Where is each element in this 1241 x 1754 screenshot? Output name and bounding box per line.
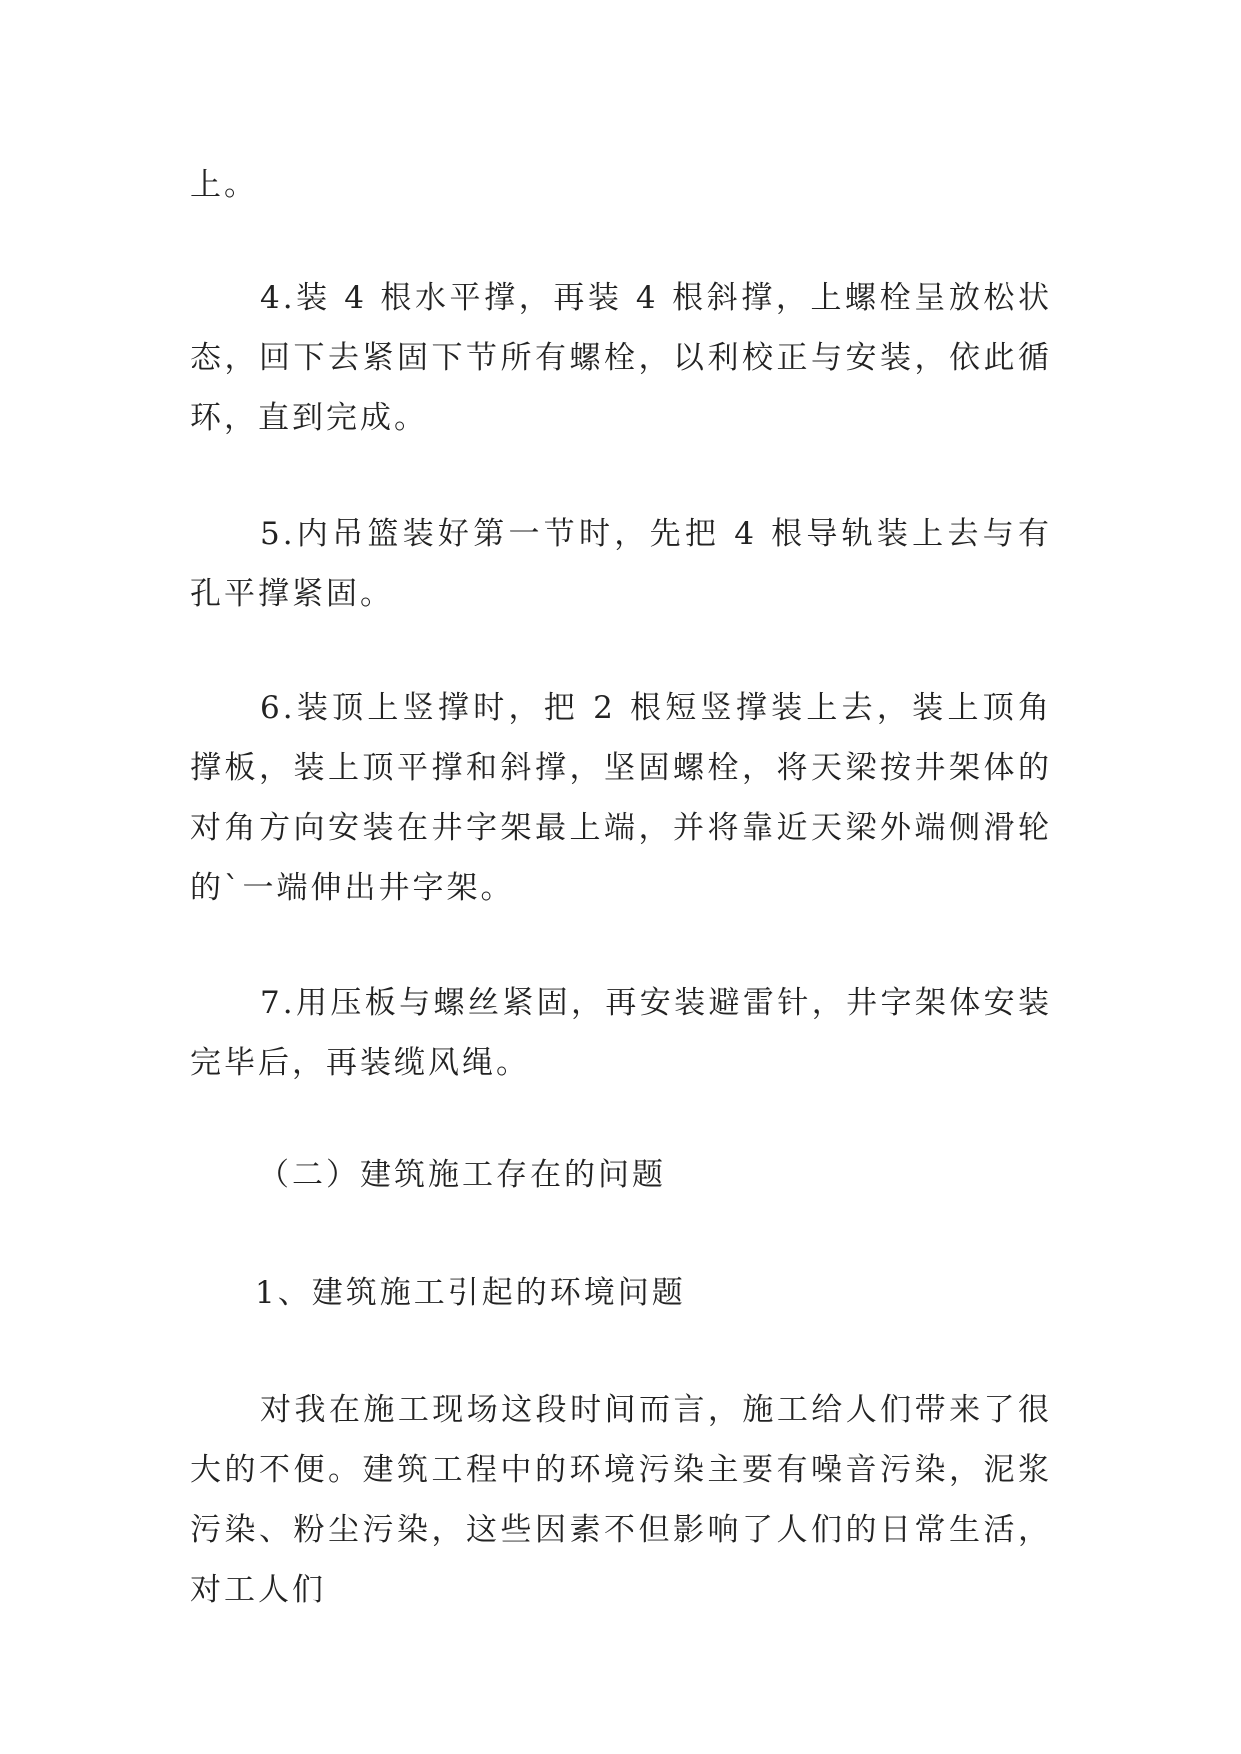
paragraph-step-5: 5.内吊篮装好第一节时，先把 4 根导轨装上去与有孔平撑紧固。 [190,516,1052,612]
paragraph-step-7: 7.用压板与螺丝紧固，再安装避雷针，井字架体安装完毕后，再装缆风绳。 [190,985,1052,1081]
paragraph-step-4: 4.装 4 根水平撑，再装 4 根斜撑，上螺栓呈放松状态，回下去紧固下节所有螺栓，以利校正与安装，依此循环，直到完成。 [190,280,1052,436]
paragraph-step-6: 6.装顶上竖撑时，把 2 根短竖撑装上去，装上顶角撑板，装上顶平撑和斜撑，坚固螺栓，将天梁按井架体的对角方向安装在井字架最上端，并将靠近天梁外端侧滑轮的`一端伸出井字架。 [190,690,1052,906]
paragraph-environment: 对我在施工现场这段时间而言，施工给人们带来了很大的不便。建筑工程中的环境污染主要有噪音污染，泥浆污染、粉尘污染，这些因素不但影响了人们的日常生活，对工人们 [190,1392,1052,1608]
section-heading: （二）建筑施工存在的问题 [258,1157,666,1193]
subsection-heading: 1、建筑施工引起的环境问题 [255,1275,686,1311]
paragraph-continuation: 上。 [190,167,258,203]
